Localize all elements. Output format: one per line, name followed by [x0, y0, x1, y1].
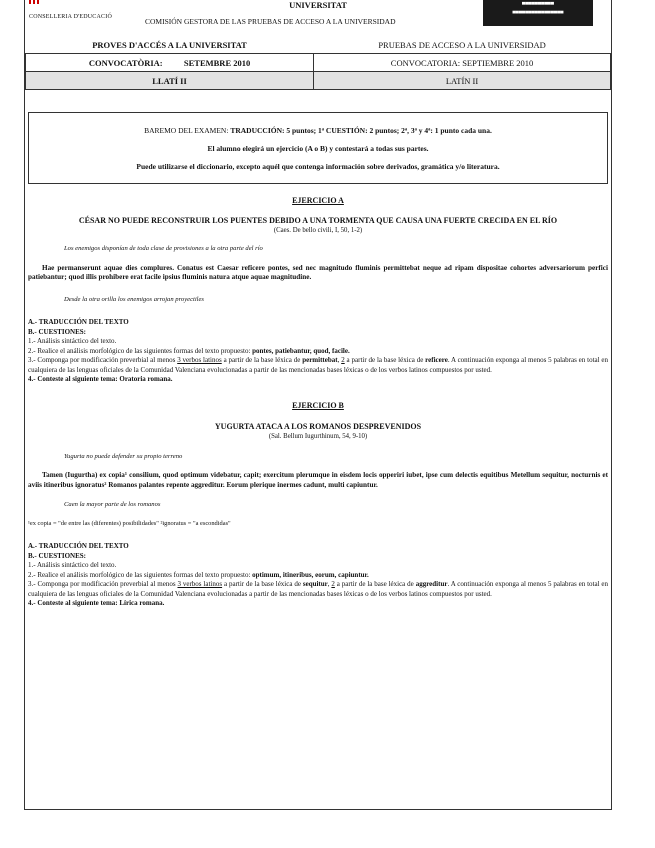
a-question-3: 3.- Componga por modificación preverbial al menos 3 verbos latinos a partir de la base léxica de permittebat, 2 a partir de la base léxica de reficere. A continuación exponga al menos 5 palabras en total en cualquiera de las lenguas oficiales de la Comunidad Valenciana evolucionadas a partir de las mencionadas bases léxicas o de los verbos latinos compuestos por usted. [28, 356, 609, 374]
a-question-4: 4.- Conteste al siguiente tema: Oratoria romana. [28, 375, 173, 383]
baremo-line1 [29, 125, 607, 137]
b-question-2: 2.- Realice el análisis morfológico de las siguientes formas del texto propuesto: optimum, itineribus, eorum, capiuntur. [28, 570, 369, 579]
baremo-points: TRADUCCIÓN: 5 puntos; 1ª CUESTIÓN: 2 puntos; 2ª, 3ª y 4ª: 1 punto cada una. [230, 126, 492, 135]
ejercicio-b-intro: Yugurta no puede defender su propio terreno [64, 452, 183, 460]
ejercicio-b-heading: EJERCICIO B [292, 400, 344, 410]
left-conv-value: SETEMBRE 2010 [183, 57, 251, 68]
left-conv-label: CONVOCATÒRIA: [88, 57, 163, 68]
baremo-line3: Puede utilizarse el diccionario, excepto aquél que contenga información sobre derivados, gramática y/o literatura. [136, 162, 500, 171]
baremo-label: BAREMO DEL EXAMEN: [144, 126, 231, 135]
exam-page [24, 0, 612, 810]
ejercicio-a-intro: Los enemigos disponían de toda clase de provisiones a la otra parte del río [64, 245, 263, 252]
university-seal-logo: ▀▀▀▀▀▀▀▀▀▀ ▄▄▄▄▄▄▄▄▄▄▄▄▄▄▄▄ [483, 0, 593, 26]
left-subject: LLATÍ II [26, 72, 314, 90]
ejercicio-b-title: YUGURTA ATACA A LOS ROMANOS DESPREVENIDOS [214, 422, 422, 431]
b-question-1: 1.- Análisis sintáctico del texto. [28, 561, 117, 569]
ejercicio-b-questions [28, 542, 608, 609]
left-org-label: CONSELLERIA D'EDUCACIÓ [29, 14, 112, 20]
a-question-2: 2.- Realice el análisis morfológico de las siguientes formas del texto propuesto: pontes, patiebantur, quod, facile. [28, 346, 350, 355]
ejercicio-b-source: (Sal. Bellum Iugurthinum, 54, 9-10) [268, 433, 368, 440]
a-question-1: 1.- Análisis sintáctico del texto. [28, 337, 117, 345]
comision-title: COMISIÓN GESTORA DE LAS PRUEBAS DE ACCESO A LA UNIVERSIDAD [145, 17, 396, 26]
left-head: PROVES D'ACCÉS A LA UNIVERSITAT [26, 36, 314, 54]
ejercicio-b-footnotes: ¹ex copia = "de entre las (diferentes) posibilidades" ²ignoratus = "a escondidas" [28, 519, 231, 527]
ejercicio-a-heading: EJERCICIO A [292, 196, 344, 205]
left-convocatoria [26, 54, 314, 72]
ejercicio-b-latin-text: Tamen (Iugurtha) ex copia¹ consilium, quod optimum videbatur, capit; exercitum plerumque in eisdem locis opperiri iubet, ipse cum delectis equitibus Metellum sequitur, nocturnis et aviis itineribus ignoratus² Romanos palantes repente aggreditur. Eorum plerique inermes cadunt, multi capiuntur. [28, 471, 608, 489]
university-title: UNIVERSITAT [289, 0, 347, 10]
ejercicio-a-questions [28, 318, 608, 385]
page-header [25, 0, 611, 32]
b-cuestiones: B.- CUESTIONES: [28, 551, 86, 560]
a-traduccion: A.- TRADUCCIÓN DEL TEXTO [28, 318, 129, 326]
right-convocatoria: CONVOCATORIA: SEPTIEMBRE 2010 [314, 54, 611, 72]
ejercicio-a-outro: Desde la otra orilla los enemigos arrojan proyectiles [64, 295, 204, 303]
baremo-box [28, 112, 608, 184]
ejercicio-a-title: CÉSAR NO PUEDE RECONSTRUIR LOS PUENTES DEBIDO A UNA TORMENTA QUE CAUSA UNA FUERTE CRECIDA EN EL RÍO [78, 215, 558, 225]
ejercicio-a-latin-text: Hae permanserunt aquae dies complures. Conatus est Caesar reficere pontes, sed nec magnitudo fluminis permittebat neque ad ripam dispositae cohortes adversariorum perfici patiebantur; quod illis prohibere erat facile ipsius fluminis natura atque aquae magnitudine. [28, 263, 608, 281]
baremo-line2: El alumno elegirá un ejercicio (A o B) y contestará a todas sus partes. [207, 144, 429, 153]
ejercicio-a-source: (Caes. De bello civili, I, 50, 1-2) [273, 226, 363, 234]
b-question-3: 3.- Componga por modificación preverbial al menos 3 verbos latinos a partir de la base léxica de sequitur, 2 a partir de la base léxica de aggreditur. A continuación exponga al menos 5 palabras en total en cualquiera de las lenguas oficiales de la Comunidad Valenciana evolucionadas a partir de las mencionadas bases léxicas o de los verbos latinos compuestos por usted. [28, 580, 609, 598]
right-subject: LATÍN II [314, 72, 611, 90]
b-traduccion: A.- TRADUCCIÓN DEL TEXTO [28, 542, 129, 550]
exam-content [28, 196, 608, 609]
ejercicio-b-outro: Caen la mayor parte de los romanos [64, 501, 161, 508]
exam-info-table [25, 36, 611, 90]
right-head: PRUEBAS DE ACCESO A LA UNIVERSIDAD [314, 36, 611, 54]
a-cuestiones: B.- CUESTIONES: [28, 327, 86, 336]
b-question-4: 4.- Conteste al siguiente tema: Lírica romana. [28, 599, 165, 607]
